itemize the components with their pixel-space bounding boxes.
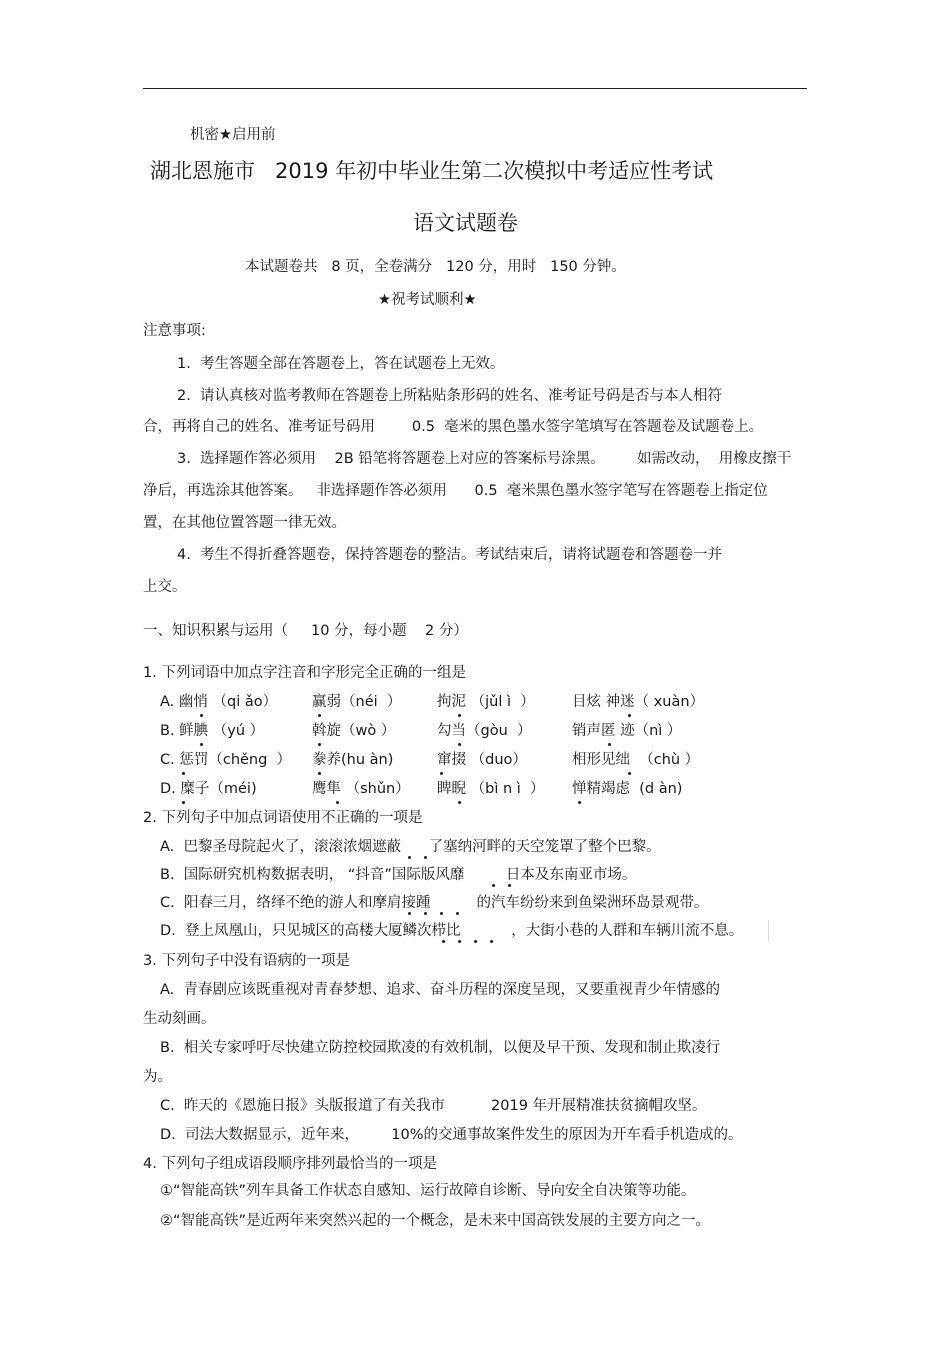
note-line: 置，在其他位置答题一律无效。 xyxy=(143,515,346,531)
question-stem: 2. 下列句子中加点词语使用不正确的一项是 xyxy=(143,810,423,826)
emphasis-dot xyxy=(424,856,427,859)
q1-option-d: 惮精竭虑 (d àn) xyxy=(572,781,683,797)
good-luck-line: ★祝考试顺利★ xyxy=(378,292,477,308)
emphasis-dot xyxy=(440,772,443,775)
emphasis-dot xyxy=(492,884,495,887)
q4-sentence: ②“智能高铁”是近两年来突然兴起的一个概念，是未来中国高铁发展的主要方向之一。 xyxy=(160,1213,711,1229)
emphasis-dot xyxy=(318,743,321,746)
q1-option-b: 斡旋（wò ） xyxy=(312,723,396,739)
question-stem: 1. 下列词语中加点字注音和字形完全正确的一组是 xyxy=(143,665,466,681)
section-heading: 一、知识积累与运用（ 10 分，每小题 2 分） xyxy=(143,623,468,639)
q1-option-a: 拘泥 （jǔl ì ） xyxy=(437,694,535,710)
emphasis-dot xyxy=(318,714,321,717)
emphasis-dot xyxy=(458,801,461,804)
q3-line: C. 昨天的《恩施日报》头版报道了有关我市 2019 年开展精准扶贫摘帽攻坚。 xyxy=(160,1098,707,1114)
exam-title: 湖北恩施市 2019 年初中毕业生第二次模拟中考适应性考试 xyxy=(150,159,714,183)
note-line: 上交。 xyxy=(143,579,187,595)
q2-option-a: A. 巴黎圣母院起火了，滚滚浓烟遮蔽 了塞纳河畔的天空笼罩了整个巴黎。 xyxy=(160,839,661,855)
question-stem: 3. 下列句子中没有语病的一项是 xyxy=(143,953,350,969)
note-line: 4. 考生不得折叠答题卷，保持答题卷的整洁。考试结束后，请将试题卷和答题卷一并 xyxy=(177,547,723,563)
q3-line: B. 相关专家呼吁尽快建立防控校园欺凌的有效机制，以便及早干预、发现和制止欺凌行 xyxy=(160,1040,721,1056)
emphasis-dot xyxy=(508,884,511,887)
q1-option-a: A. 幽悄 （qi ǎo） xyxy=(160,694,278,710)
emphasis-dot xyxy=(578,801,581,804)
q1-option-a: 赢弱（néi ） xyxy=(312,694,402,710)
emphasis-dot xyxy=(336,801,339,804)
emphasis-dot xyxy=(424,912,427,915)
top-rule xyxy=(143,88,807,89)
emphasis-dot xyxy=(442,940,445,943)
scan-edge xyxy=(768,920,769,942)
q1-option-b: B. 鲜腆 （yú ） xyxy=(160,723,265,739)
exam-subtitle: 语文试题卷 xyxy=(413,211,518,235)
q1-option-d: 鹰隼 （shǔn） xyxy=(312,781,410,797)
q1-option-c: 豢养(hu àn) xyxy=(312,752,394,768)
note-line: 净后，再选涂其他答案。 非选择题作答必须用 0.5 毫米黑色墨水签字笔写在答题卷上指定位 xyxy=(143,483,768,499)
emphasis-dot xyxy=(474,940,477,943)
note-line: 合，再将自己的姓名、准考证号码用 0.5 毫米的黑色墨水签字笔填写在答题卷及试题卷上。 xyxy=(143,419,764,435)
emphasis-dot xyxy=(182,772,185,775)
emphasis-dot xyxy=(628,772,631,775)
emphasis-dot xyxy=(200,743,203,746)
question-stem: 4. 下列句子组成语段顺序排列最恰当的一项是 xyxy=(143,1156,437,1172)
emphasis-dot xyxy=(608,743,611,746)
emphasis-dot xyxy=(628,714,631,717)
emphasis-dot xyxy=(456,912,459,915)
emphasis-dot xyxy=(318,772,321,775)
q1-option-b: 销声匿 迹（nì ） xyxy=(572,723,682,739)
emphasis-dot xyxy=(408,856,411,859)
q1-option-d: D. 糜子（méi) xyxy=(160,781,257,797)
emphasis-dot xyxy=(458,714,461,717)
emphasis-dot xyxy=(458,940,461,943)
emphasis-dot xyxy=(490,940,493,943)
emphasis-dot xyxy=(182,801,185,804)
note-line: 1. 考生答题全部在答题卷上，答在试题卷上无效。 xyxy=(177,356,505,372)
q2-option-b: B. 国际研究机构数据表明， “抖音”国际版风靡 日本及东南亚市场。 xyxy=(160,867,637,883)
emphasis-dot xyxy=(408,912,411,915)
q1-option-c: 相形见绌 （chù ） xyxy=(572,752,700,768)
q1-option-a: 目炫 神迷（ xuàn） xyxy=(572,694,705,710)
q3-line: 为。 xyxy=(143,1069,172,1085)
q2-option-d: D. 登上凤凰山，只见城区的高楼大厦鳞次栉比 ，大街小巷的人群和车辆川流不息。 xyxy=(160,923,744,939)
note-line: 2. 请认真核对监考教师在答题卷上所粘贴条形码的姓名、准考证号码是否与本人相符 xyxy=(177,388,723,404)
emphasis-dot xyxy=(200,714,203,717)
q1-option-c: 窜掇 （duo） xyxy=(437,752,527,768)
q1-option-c: C. 惩罚（chěng ） xyxy=(160,752,292,768)
emphasis-dot xyxy=(440,912,443,915)
secret-label: 机密★启用前 xyxy=(190,127,276,143)
q4-sentence: ①“智能高铁”列车具备工作状态自感知、运行故障自诊断、导向安全自决策等功能。 xyxy=(160,1183,696,1199)
exam-info: 本试题卷共 8 页，全卷满分 120 分，用时 150 分钟。 xyxy=(245,259,626,275)
q3-line: 生动刻画。 xyxy=(143,1011,216,1027)
emphasis-dot xyxy=(458,743,461,746)
q2-option-c: C. 阳春三月，络绎不绝的游人和摩肩接踵 的汽车纷纷来到鱼梁洲环岛景观带。 xyxy=(160,895,709,911)
notes-heading: 注意事项: xyxy=(143,323,206,339)
q1-option-b: 勾当（gòu ） xyxy=(437,723,532,739)
q3-line: D. 司法大数据显示，近年来， 10%的交通事故案件发生的原因为开车看手机造成的。 xyxy=(160,1127,743,1143)
note-line: 3. 选择题作答必须用 2B 铅笔将答题卷上对应的答案标号涂黑。 如需改动， 用橡皮擦干 xyxy=(177,451,792,467)
q3-line: A. 青春剧应该既重视对青春梦想、追求、奋斗历程的深度呈现，又要重视青少年情感的 xyxy=(160,982,720,998)
q1-option-d: 睥睨 （bì n ì ） xyxy=(437,781,545,797)
